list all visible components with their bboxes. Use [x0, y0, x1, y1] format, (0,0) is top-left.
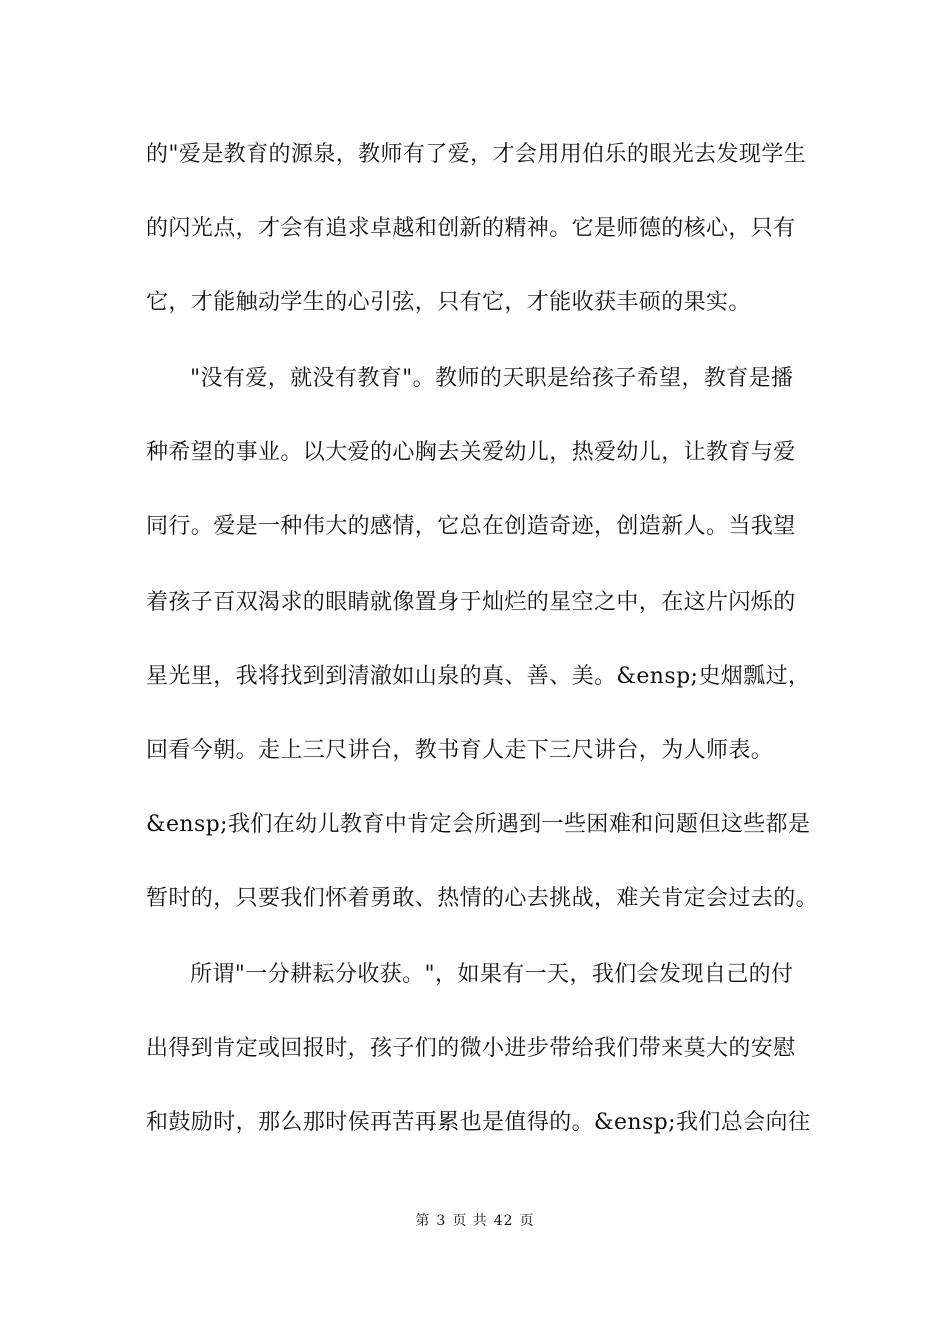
text-line: 星光里，我将找到到清澈如山泉的真、善、美。&ensp;史烟瓢过， [146, 664, 811, 689]
text-line: 的"爱是教育的源泉，教师有了爱，才会用用伯乐的眼光去发现学生 [146, 142, 807, 167]
footer-middle: 页 共 [452, 1213, 488, 1229]
total-pages: 42 [493, 1213, 514, 1229]
text-line: 的闪光点，才会有追求卓越和创新的精神。它是师德的核心，只有 [146, 216, 796, 241]
paragraph-start-line: "没有爱，就没有教育"。教师的天职是给孩子希望，教育是播 [190, 366, 794, 391]
text-line: 着孩子百双渴求的眼睛就像置身于灿烂的星空之中，在这片闪烁的 [146, 590, 796, 615]
text-line: 同行。爱是一种伟大的感情，它总在创造奇迹，创造新人。当我望 [146, 514, 796, 539]
text-line: 回看今朝。走上三尺讲台，教书育人走下三尺讲台，为人师表。 [146, 738, 774, 763]
paragraph-start-line: 所谓"一分耕耘分收获。"，如果有一天，我们会发现自己的付 [190, 962, 794, 987]
text-line: 种希望的事业。以大爱的心胸去关爱幼儿，热爱幼儿，让教育与爱 [146, 440, 796, 465]
page-footer [0, 1210, 950, 1230]
text-line: 出得到肯定或回报时，孩子们的微小进步带给我们带来莫大的安慰 [146, 1036, 796, 1061]
text-line: &ensp;我们在幼儿教育中肯定会所遇到一些困难和问题但这些都是 [146, 812, 811, 837]
footer-suffix: 页 [519, 1213, 535, 1229]
footer-prefix: 第 [415, 1213, 431, 1229]
current-page-number: 3 [436, 1213, 447, 1229]
text-line: 和鼓励时，那么那时侯再苦再累也是值得的。&ensp;我们总会向往 [146, 1110, 811, 1135]
text-line: 暂时的，只要我们怀着勇敢、热情的心去挑战，难关肯定会过去的。 [146, 886, 819, 911]
text-line: 它，才能触动学生的心引弦，只有它，才能收获丰硕的果实。 [146, 290, 751, 315]
